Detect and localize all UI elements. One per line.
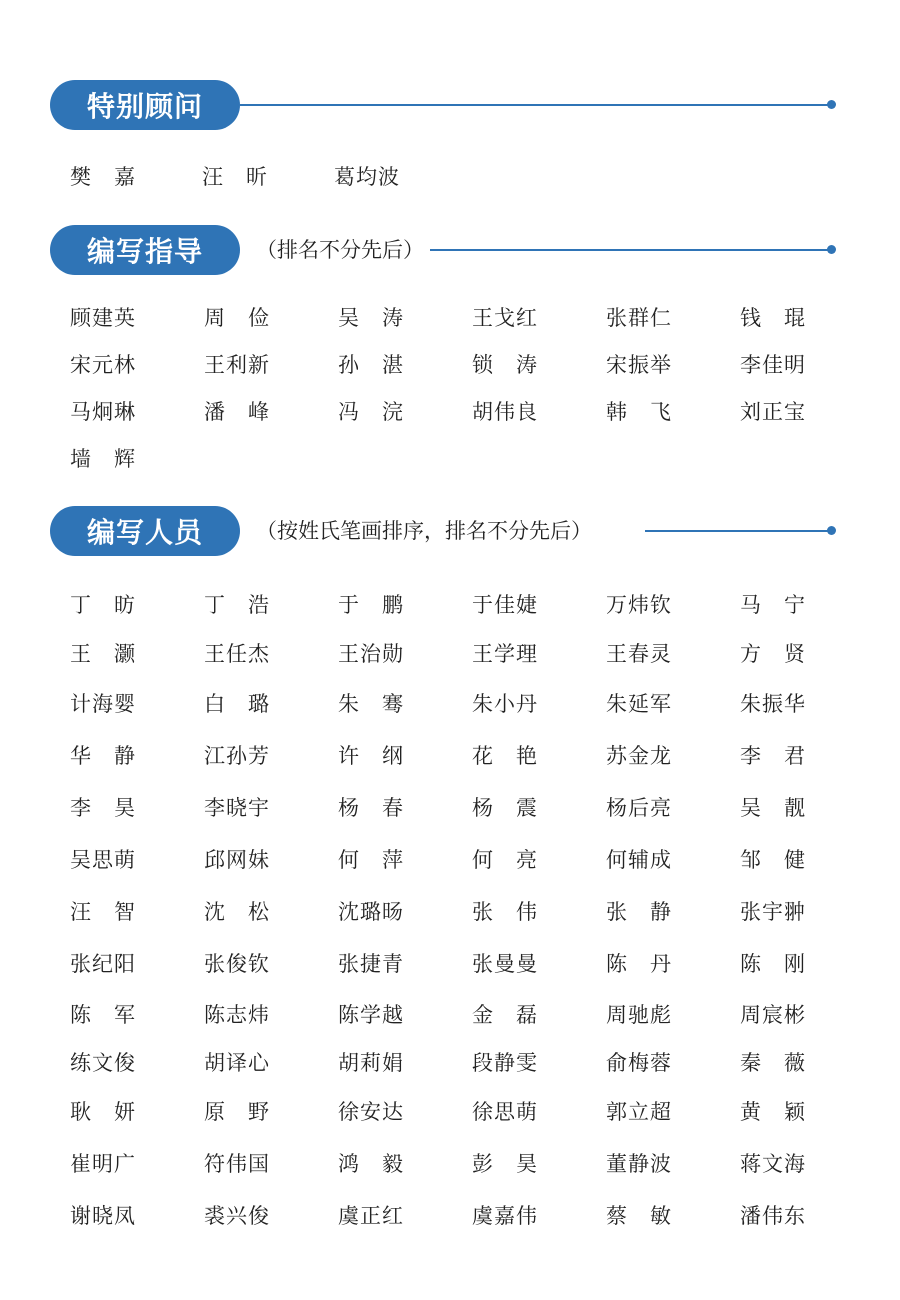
- person-name: 邹 健: [740, 848, 806, 872]
- name-grid-guidance: [70, 293, 874, 481]
- person-name: 白 璐: [204, 692, 270, 716]
- person-name: 冯 浣: [338, 399, 404, 424]
- person-name: 何 亮: [472, 848, 538, 872]
- person-name: 邱网妹: [204, 848, 270, 872]
- name-row: [70, 579, 874, 628]
- person-name: 杨后亮: [606, 796, 672, 820]
- person-name: 陈 刚: [740, 952, 806, 976]
- person-name: 彭 昊: [472, 1152, 538, 1176]
- name-row: [70, 628, 874, 677]
- person-name: 沈璐旸: [338, 900, 404, 924]
- person-name: 徐思萌: [472, 1100, 538, 1124]
- section-note-guidance: （排名不分先后）: [256, 238, 424, 262]
- person-name: 樊 嘉: [70, 164, 136, 189]
- person-name: 汪 昕: [202, 164, 268, 189]
- name-row: [70, 833, 874, 885]
- person-name: 耿 妍: [70, 1100, 136, 1124]
- person-name: 汪 智: [70, 900, 136, 924]
- person-name: 周驰彪: [606, 1003, 672, 1027]
- person-name: 张 伟: [472, 900, 538, 924]
- name-row: [70, 1137, 874, 1189]
- person-name: 杨 震: [472, 796, 538, 820]
- person-name: 宋振举: [606, 352, 672, 377]
- person-name: 杨 春: [338, 796, 404, 820]
- section-note-authors: （按姓氏笔画排序，排名不分先后）: [256, 519, 592, 543]
- section-guidance: [50, 225, 840, 485]
- person-name: 王利新: [204, 352, 270, 377]
- divider-line: [645, 530, 832, 532]
- person-name: 朱小丹: [472, 692, 538, 716]
- section-authors: [50, 506, 840, 1246]
- person-name: 董静波: [606, 1152, 672, 1176]
- person-name: 何 萍: [338, 848, 404, 872]
- person-name: 丁 浩: [204, 592, 270, 617]
- person-name: 苏金龙: [606, 744, 672, 768]
- person-name: 周 俭: [204, 305, 270, 330]
- person-name: 胡莉娟: [338, 1051, 404, 1075]
- name-row: [70, 729, 874, 781]
- person-name: 沈 松: [204, 900, 270, 924]
- person-name: 虞嘉伟: [472, 1204, 538, 1228]
- person-name: 刘正宝: [740, 399, 806, 424]
- person-name: 万炜钦: [606, 592, 672, 617]
- name-row: [70, 1085, 874, 1137]
- person-name: 李晓宇: [204, 796, 270, 820]
- person-name: 张俊钦: [204, 952, 270, 976]
- person-name: 顾建英: [70, 305, 136, 330]
- person-name: 李 君: [740, 744, 806, 768]
- person-name: 吴 靓: [740, 796, 806, 820]
- person-name: 江孙芳: [204, 744, 270, 768]
- person-name: 秦 薇: [740, 1051, 806, 1075]
- person-name: 俞梅蓉: [606, 1051, 672, 1075]
- person-name: 吴思萌: [70, 848, 136, 872]
- person-name: 计海婴: [70, 692, 136, 716]
- divider-line: [240, 104, 832, 106]
- name-row: [70, 989, 874, 1039]
- person-name: 锁 涛: [472, 352, 538, 377]
- section-title-guidance: 编写指导: [50, 225, 240, 275]
- person-name: 钱 琨: [740, 305, 806, 330]
- person-name: 马 宁: [740, 592, 806, 617]
- person-name: 蒋文海: [740, 1152, 806, 1176]
- person-name: 段静雯: [472, 1051, 538, 1075]
- person-name: 王学理: [472, 641, 538, 666]
- person-name: 练文俊: [70, 1051, 136, 1075]
- person-name: 李佳明: [740, 352, 806, 377]
- person-name: 于 鹏: [338, 592, 404, 617]
- person-name: 于佳婕: [472, 592, 538, 617]
- name-row: [70, 340, 874, 387]
- person-name: 金 磊: [472, 1003, 538, 1027]
- person-name: 马炯琳: [70, 399, 136, 424]
- person-name: 丁 昉: [70, 592, 136, 617]
- person-name: 张纪阳: [70, 952, 136, 976]
- person-name: 孙 湛: [338, 352, 404, 377]
- person-name: 裘兴俊: [204, 1204, 270, 1228]
- person-name: 张群仁: [606, 305, 672, 330]
- name-row: [70, 152, 466, 199]
- person-name: 黄 颖: [740, 1100, 806, 1124]
- person-name: 葛均波: [334, 164, 400, 189]
- person-name: 王戈红: [472, 305, 538, 330]
- name-row: [70, 293, 874, 340]
- person-name: 王治勋: [338, 641, 404, 666]
- person-name: 陈学越: [338, 1003, 404, 1027]
- divider-dot: [827, 245, 836, 254]
- person-name: 陈 丹: [606, 952, 672, 976]
- person-name: 华 静: [70, 744, 136, 768]
- person-name: 陈 军: [70, 1003, 136, 1027]
- person-name: 王任杰: [204, 641, 270, 666]
- person-name: 何辅成: [606, 848, 672, 872]
- person-name: 王春灵: [606, 641, 672, 666]
- person-name: 符伟国: [204, 1152, 270, 1176]
- person-name: 潘伟东: [740, 1204, 806, 1228]
- name-row: [70, 387, 874, 434]
- person-name: 陈志炜: [204, 1003, 270, 1027]
- name-row: [70, 1039, 874, 1085]
- section-title-advisors: 特别顾问: [50, 80, 240, 130]
- person-name: 谢晓凤: [70, 1204, 136, 1228]
- divider-dot: [827, 100, 836, 109]
- person-name: 张 静: [606, 900, 672, 924]
- person-name: 朱振华: [740, 692, 806, 716]
- person-name: 张捷青: [338, 952, 404, 976]
- person-name: 鸿 毅: [338, 1152, 404, 1176]
- person-name: 宋元林: [70, 352, 136, 377]
- person-name: 胡伟良: [472, 399, 538, 424]
- person-name: 朱延军: [606, 692, 672, 716]
- person-name: 原 野: [204, 1100, 270, 1124]
- person-name: 张宇翀: [740, 900, 806, 924]
- person-name: 崔明广: [70, 1152, 136, 1176]
- name-grid-advisors: [70, 152, 466, 199]
- person-name: 蔡 敏: [606, 1204, 672, 1228]
- name-row: [70, 677, 874, 729]
- person-name: 花 艳: [472, 744, 538, 768]
- person-name: 方 贤: [740, 641, 806, 666]
- person-name: 徐安达: [338, 1100, 404, 1124]
- name-grid-authors: [70, 579, 874, 1241]
- person-name: 朱 骞: [338, 692, 404, 716]
- person-name: 李 昊: [70, 796, 136, 820]
- person-name: 周宸彬: [740, 1003, 806, 1027]
- name-row: [70, 885, 874, 937]
- person-name: 王 灏: [70, 641, 136, 666]
- divider-line: [430, 249, 832, 251]
- divider-dot: [827, 526, 836, 535]
- section-title-authors: 编写人员: [50, 506, 240, 556]
- section-advisors: [50, 80, 840, 210]
- person-name: 吴 涛: [338, 305, 404, 330]
- person-name: 郭立超: [606, 1100, 672, 1124]
- name-row: [70, 1189, 874, 1241]
- person-name: 胡译心: [204, 1051, 270, 1075]
- person-name: 韩 飞: [606, 399, 672, 424]
- person-name: 潘 峰: [204, 399, 270, 424]
- person-name: 张曼曼: [472, 952, 538, 976]
- person-name: 虞正红: [338, 1204, 404, 1228]
- person-name: 许 纲: [338, 744, 404, 768]
- name-row: [70, 434, 874, 481]
- name-row: [70, 937, 874, 989]
- person-name: 墙 辉: [70, 446, 136, 471]
- name-row: [70, 781, 874, 833]
